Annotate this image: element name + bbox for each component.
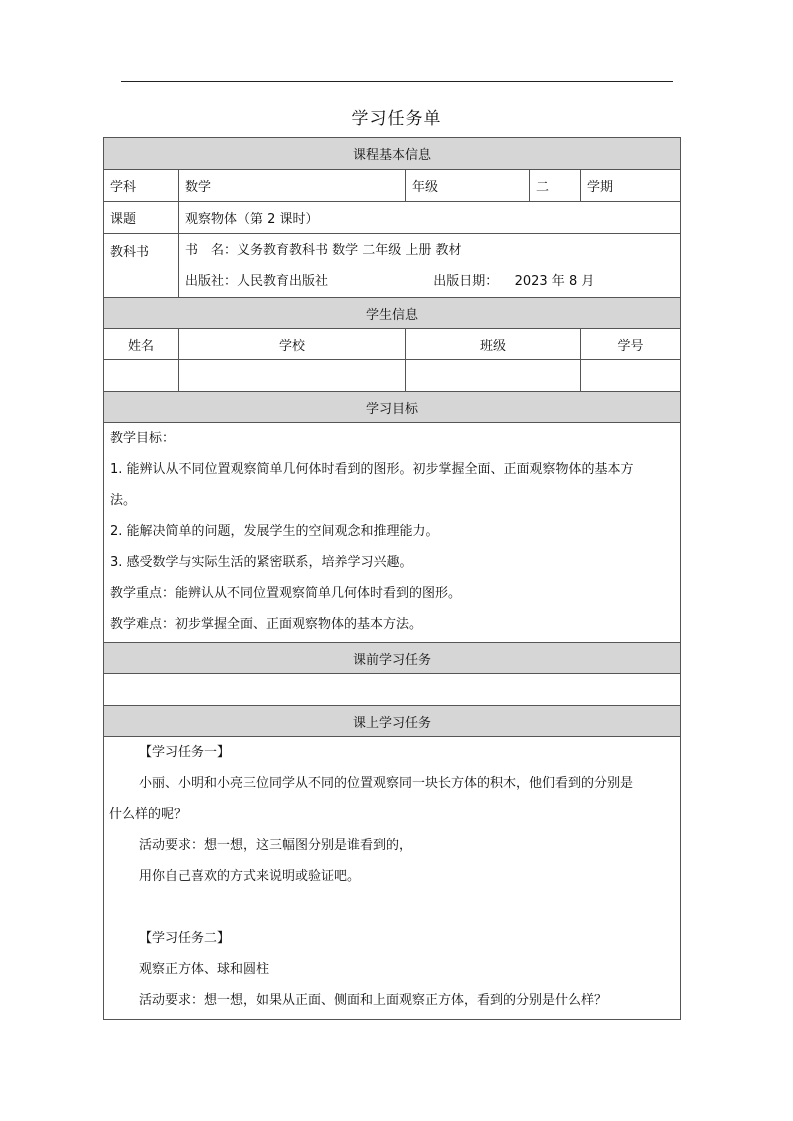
topic-row — [104, 202, 681, 234]
objectives-line: 教学难点：初步掌握全面、正面观察物体的基本方法。 — [110, 617, 423, 632]
objectives-line: 2. 能解决简单的问题，发展学生的空间观念和推理能力。 — [110, 524, 439, 539]
objectives-header-row — [104, 392, 681, 423]
course-info-header-row — [104, 138, 681, 170]
task-sheet-table — [103, 137, 681, 1020]
term-label: 学期 — [581, 170, 681, 202]
class-cell[interactable] — [406, 360, 581, 392]
task1-title: 【学习任务一】 — [139, 745, 231, 760]
objectives-header: 学习目标 — [104, 392, 681, 423]
student-info-header-row — [104, 298, 681, 329]
objectives-content — [104, 423, 681, 643]
pre-class-header-row — [104, 643, 681, 674]
in-class-content — [104, 737, 681, 1020]
task1-requirement: 活动要求：想一想，这三幅图分别是谁看到的， — [139, 838, 413, 853]
in-class-header-row — [104, 706, 681, 737]
objectives-line: 3. 感受数学与实际生活的紧密联系，培养学习兴趣。 — [110, 555, 413, 570]
pre-class-content[interactable] — [104, 674, 681, 706]
header-rule — [121, 81, 673, 82]
subject-label: 学科 — [104, 170, 179, 202]
publish-date-value: 2023 年 8 月 — [514, 273, 595, 289]
task2-requirement: 活动要求：想一想，如果从正面、侧面和上面观察正方体，看到的分别是什么样？ — [139, 993, 608, 1008]
grade-label: 年级 — [406, 170, 530, 202]
col-school: 学校 — [179, 329, 406, 360]
subject-value: 数学 — [179, 170, 406, 202]
col-class: 班级 — [406, 329, 581, 360]
objectives-line: 1. 能辨认从不同位置观察简单几何体时看到的图形。初步掌握全面、正面观察物体的基本方 — [110, 462, 634, 477]
student-input-row — [104, 360, 681, 392]
textbook-info — [179, 234, 681, 298]
task1-text: 小丽、小明和小亮三位同学从不同的位置观察同一块长方体的积木，他们看到的分别是 — [139, 776, 634, 791]
name-cell[interactable] — [104, 360, 179, 392]
col-name: 姓名 — [104, 329, 179, 360]
pre-class-row — [104, 674, 681, 706]
objectives-row — [104, 423, 681, 643]
textbook-row — [104, 234, 681, 298]
col-student-id: 学号 — [581, 329, 681, 360]
task1-text: 什么样的呢？ — [109, 807, 188, 822]
grade-value: 二 — [530, 170, 581, 202]
publisher: 出版社：人民教育出版社 — [185, 273, 329, 289]
task2-text: 观察正方体、球和圆柱 — [139, 962, 270, 977]
publisher-line — [185, 266, 674, 297]
school-cell[interactable] — [179, 360, 406, 392]
objectives-line: 教学目标： — [110, 431, 176, 446]
in-class-header: 课上学习任务 — [104, 706, 681, 737]
objectives-line: 法。 — [110, 493, 137, 508]
pre-class-header: 课前学习任务 — [104, 643, 681, 674]
publish-date-label: 出版日期： — [433, 273, 499, 289]
textbook-label: 教科书 — [104, 234, 179, 298]
page-title: 学习任务单 — [351, 109, 442, 129]
student-columns-row — [104, 329, 681, 360]
task1-requirement: 用你自己喜欢的方式来说明或验证吧。 — [139, 869, 361, 884]
student-id-cell[interactable] — [581, 360, 681, 392]
course-info-header: 课程基本信息 — [104, 138, 681, 170]
objectives-line: 教学重点：能辨认从不同位置观察简单几何体时看到的图形。 — [110, 586, 462, 601]
topic-value: 观察物体（第 2 课时） — [179, 202, 681, 234]
subject-row — [104, 170, 681, 202]
task2-title: 【学习任务二】 — [139, 931, 231, 946]
book-name-line: 书 名：义务教育教科书 数学 二年级 上册 教材 — [185, 242, 462, 258]
student-info-header: 学生信息 — [104, 298, 681, 329]
in-class-row — [104, 737, 681, 1020]
topic-label: 课题 — [104, 202, 179, 234]
